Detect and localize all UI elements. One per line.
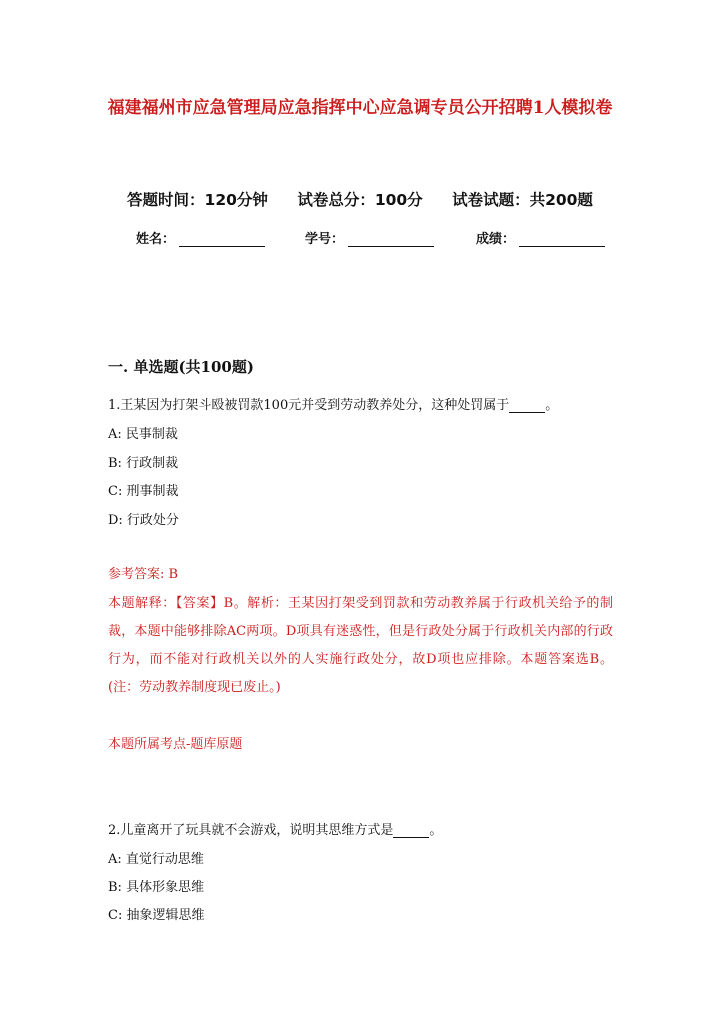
question-1-option-c: C: 刑事制裁 <box>108 484 179 499</box>
question-1-answer: 参考答案: B <box>108 567 179 582</box>
question-1-point: 本题所属考点-题库原题 <box>108 737 243 752</box>
question-1-option-b: B: 行政制裁 <box>108 456 179 471</box>
name-blank[interactable] <box>179 232 265 247</box>
candidate-fields <box>0 228 720 248</box>
name-field[interactable] <box>136 228 265 247</box>
question-1-option-d: D: 行政处分 <box>108 513 179 528</box>
answer-blank <box>393 825 429 838</box>
question-2-option-c: C: 抽象逻辑思维 <box>108 908 205 923</box>
question-2-text: 2.儿童离开了玩具就不会游戏，说明其思维方式是 <box>108 823 394 838</box>
student-id-label: 学号： <box>305 232 345 247</box>
student-id-blank[interactable] <box>348 232 434 247</box>
question-2-option-a: A: 直觉行动思维 <box>108 852 204 867</box>
question-1-end: 。 <box>545 398 559 413</box>
question-1-explanation: 本题解释：【答案】B。解析：王某因打架受到罚款和劳动教养属于行政机关给予的制裁，本题中能够排除AC两项。D项具有迷惑性，但是行政处分属于行政机关内部的行政行为，而不能对行政机关以外的人实施行政处分，故D项也应排除。本题答案选B。(注：劳动教养制度现已废止。) <box>108 596 613 695</box>
exam-time: 答题时间：120分钟 <box>127 191 268 209</box>
answer-blank <box>509 400 545 413</box>
question-1-stem <box>108 394 558 413</box>
question-2-option-b: B: 具体形象思维 <box>108 880 205 895</box>
section-title: 一. 单选题(共100题) <box>108 358 254 376</box>
exam-total-score: 试卷总分：100分 <box>297 191 423 209</box>
exam-meta <box>0 188 720 210</box>
student-id-field[interactable] <box>305 228 434 247</box>
score-label: 成绩： <box>476 232 516 247</box>
question-1-option-a: A: 民事制裁 <box>108 427 178 442</box>
score-field[interactable] <box>476 228 605 247</box>
question-1-text: 1.王某因为打架斗殴被罚款100元并受到劳动教养处分，这种处罚属于 <box>108 398 510 413</box>
exam-title: 福建福州市应急管理局应急指挥中心应急调专员公开招聘1人模拟卷 <box>107 98 613 118</box>
exam-question-count: 试卷试题：共200题 <box>452 191 593 209</box>
question-2-stem <box>108 819 442 838</box>
question-2-end: 。 <box>429 823 443 838</box>
name-label: 姓名： <box>136 232 176 247</box>
score-blank[interactable] <box>519 232 605 247</box>
